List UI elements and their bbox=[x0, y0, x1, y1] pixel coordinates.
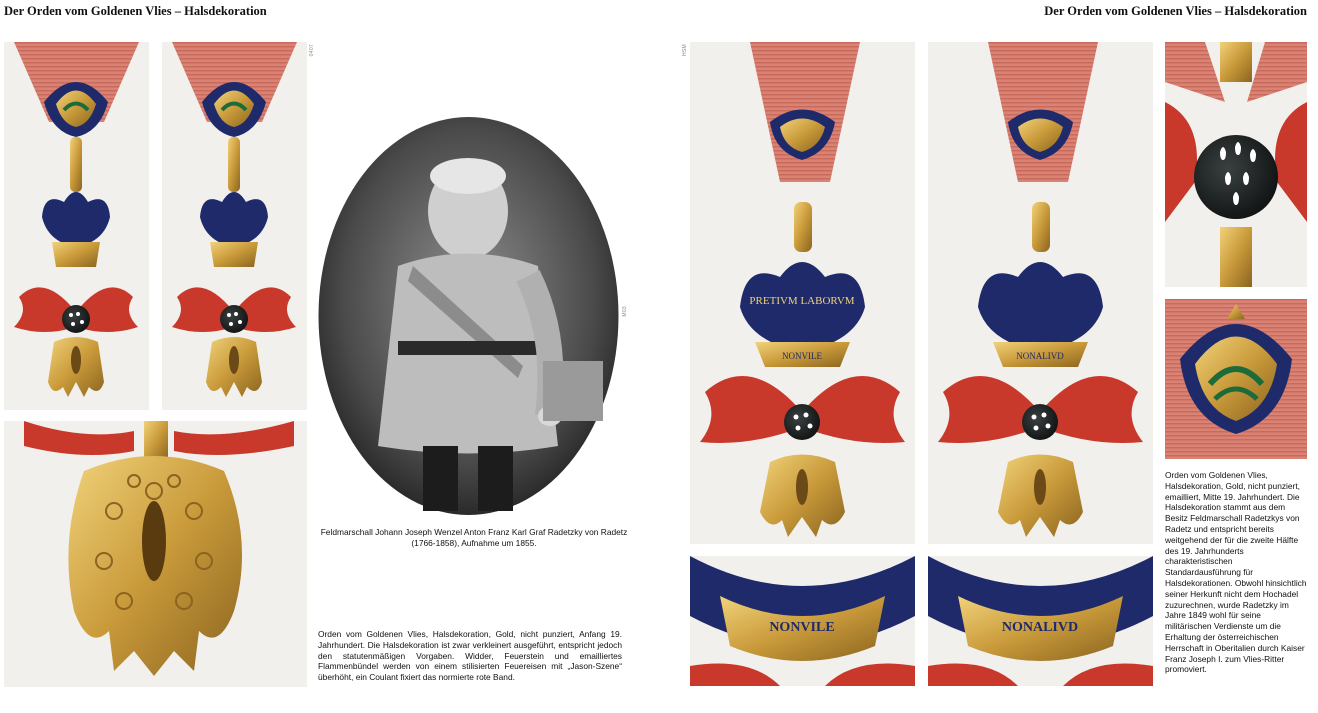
running-head-right: Der Orden vom Goldenen Vlies – Halsdekoration bbox=[1044, 4, 1307, 18]
inscription-detail-front-text: NONVILE bbox=[769, 620, 835, 635]
medal-front-photo-large bbox=[690, 42, 915, 544]
inscription-detail-front bbox=[690, 556, 915, 686]
inscription-large-front-lower: NONVILE bbox=[782, 351, 822, 361]
side-code-right: HSM bbox=[682, 44, 688, 57]
inscription-detail-back bbox=[928, 556, 1153, 686]
inscription-large-front-upper: PRETIVM LABORVM bbox=[749, 295, 855, 307]
running-head-left: Der Orden vom Goldenen Vlies – Halsdekoration bbox=[4, 4, 267, 18]
medal-back-photo-large bbox=[928, 42, 1153, 544]
left-medal-caption: Orden vom Goldenen Vlies, Halsdekoration, Gold, nicht punziert, Anfang 19. Jahrhundert. Die Halsdekoration ist zwar verkleinert ausgeführt, entspricht jedoch den statutenmäßigen Vorgaben. Widder, Feuerstein und emailliertes Flammenbündel werden von einem stilisierten Feuereisen mit „Jason-Szene“ überhöht, ein Coulant fixiert das normierte rote Band. bbox=[318, 629, 622, 683]
inscription-large-back-lower: NONALIVD bbox=[1016, 351, 1064, 361]
side-code-left: 0407 bbox=[309, 44, 315, 57]
flint-detail-photo bbox=[1165, 42, 1307, 287]
medal-front-photo-small bbox=[4, 42, 149, 410]
inscription-detail-back-text: NONALIVD bbox=[1001, 620, 1079, 635]
fleece-detail-photo bbox=[4, 421, 307, 687]
medal-back-photo-small bbox=[162, 42, 307, 410]
crown-detail-photo bbox=[1165, 299, 1307, 459]
radetzky-portrait bbox=[318, 116, 619, 516]
side-code-portrait: M03 bbox=[622, 306, 628, 317]
portrait-caption: Feldmarschall Johann Joseph Wenzel Anton Franz Karl Graf Radetzky von Radetz (1766-1858), Aufnahme um 1855. bbox=[320, 527, 628, 548]
right-medal-caption: Orden vom Goldenen Vlies, Halsdekoration, Gold, nicht punziert, emailliert, Mitte 19. Jahrhundert. Die Halsdekoration stammt aus dem Besitz Feldmarschall Radetzkys von Radetz und entspricht bereits weitgehend der für die zweite Hälfte des 19. Jahrhunderts charakteristischen Standardausführung für Halsdekorationen. Obwohl hinsichtlich seiner Herkunft nicht dem Hochadel zuzurechnen, wurde Radetzky im Jahre 1849 wohl für seine militärischen Verdienste um die Erhaltung der österreichischen Herrschaft in Oberitalien durch Kaiser Franz Joseph I. zum Vlies-Ritter promoviert. bbox=[1165, 470, 1307, 675]
